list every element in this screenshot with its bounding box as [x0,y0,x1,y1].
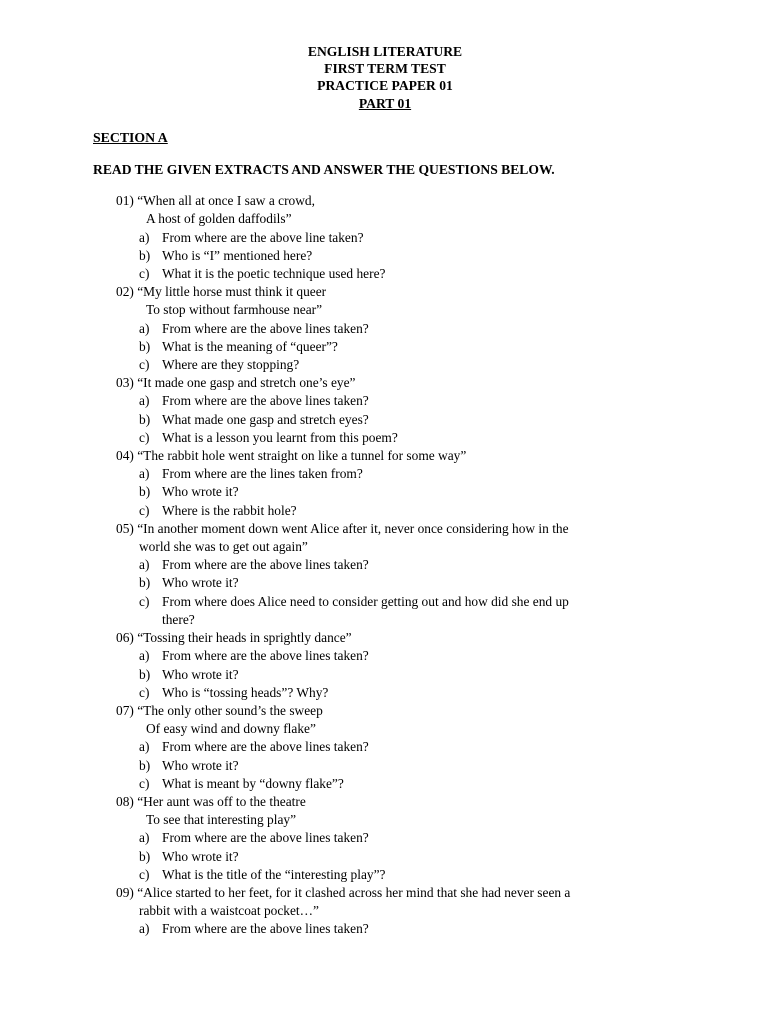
sub-question-label: c) [139,357,150,373]
sub-question-text: What made one gasp and stretch eyes? [162,411,369,427]
question-text: “My little horse must think it queer [137,284,327,300]
sub-question-text: What it is the poetic technique used here? [162,266,386,282]
sub-question [0,684,768,702]
sub-question [0,265,768,283]
sub-question [0,920,768,938]
question-text-continued: world she was to get out again” [139,539,308,555]
sub-question-label: b) [139,575,151,591]
question-text: “It made one gasp and stretch one’s eye” [137,375,356,391]
question-list [0,192,768,938]
sub-question-label: a) [139,229,150,245]
sub-question-label: a) [139,466,150,482]
sub-question-label: a) [139,557,150,573]
question-stem [0,374,650,392]
sub-question-label: b) [139,484,151,500]
sub-question-label: a) [139,830,150,846]
sub-question [0,320,768,338]
sub-question-label: c) [139,593,150,609]
sub-question-text: From where are the above line taken? [162,229,364,245]
sub-question-text: What is a lesson you learnt from this poem? [162,429,398,445]
sub-question-text: From where are the above lines taken? [162,320,369,336]
sub-question-text: Who wrote it? [162,484,239,500]
sub-question [0,829,768,847]
question-text: “Tossing their heads in sprightly dance” [137,630,352,646]
sub-question-label: c) [139,684,150,700]
question-text-continued: A host of golden daffodils” [146,211,292,227]
sub-question-label: b) [139,666,151,682]
question-number: 08) [116,793,134,809]
subject-title: ENGLISH LITERATURE [307,44,463,59]
question-stem [0,447,650,465]
sub-question [0,392,768,410]
question-item [0,793,768,884]
sub-question [0,866,768,884]
sub-question-text-continued: there? [162,611,195,627]
section-title: SECTION A [93,129,168,145]
question-text: “The only other sound’s the sweep [137,702,323,718]
sub-question-text: From where are the above lines taken? [162,557,369,573]
question-text: “In another moment down went Alice after it, never once considering how in the [137,520,569,536]
sub-question-label: c) [139,866,150,882]
question-item [0,629,768,702]
question-number: 06) [116,630,134,646]
sub-question-text: Who is “I” mentioned here? [162,247,313,263]
sub-question-text: Who wrote it? [162,666,239,682]
question-number: 01) [116,193,134,209]
sub-question-label: a) [139,648,150,664]
sub-question-label: c) [139,775,150,791]
instructions: READ THE GIVEN EXTRACTS AND ANSWER THE QUESTIONS BELOW. [93,162,555,178]
sub-question [0,647,768,665]
question-item [0,520,768,629]
sub-question-label: b) [139,848,151,864]
sub-question [0,775,768,793]
part-title: PART 01 [358,95,412,111]
question-text-continued: To see that interesting play” [146,812,297,828]
question-text-continued: rabbit with a waistcoat pocket…” [139,903,319,919]
sub-question [0,483,768,501]
sub-question-label: b) [139,411,151,427]
sub-question-label: a) [139,393,150,409]
sub-question-text: From where are the above lines taken? [162,921,369,937]
sub-question [0,757,768,775]
question-item [0,702,768,793]
sub-question-label: a) [139,739,150,755]
question-text-continued: Of easy wind and downy flake” [146,721,316,737]
question-text-continued: To stop without farmhouse near” [146,302,323,318]
paper-title: PRACTICE PAPER 01 [317,78,453,94]
sub-question [0,411,768,429]
sub-question-text: What is meant by “downy flake”? [162,775,344,791]
sub-question-text: From where are the lines taken from? [162,466,363,482]
sub-question-label: c) [139,266,150,282]
sub-question-label: b) [139,338,151,354]
sub-question-label: a) [139,921,150,937]
question-text: “Her aunt was off to the theatre [137,793,306,809]
sub-question-text: From where does Alice need to consider getting out and how did she end up [162,593,569,609]
sub-question [0,356,768,374]
question-item [0,447,768,520]
question-stem [0,283,650,301]
question-number: 02) [116,284,134,300]
sub-question [0,556,768,574]
sub-question [0,574,768,592]
sub-question-text: Where is the rabbit hole? [162,502,297,518]
question-item [0,283,768,374]
sub-question-text: Who wrote it? [162,575,239,591]
sub-question [0,738,768,756]
question-number: 04) [116,448,134,464]
sub-question [0,666,768,684]
question-text: “The rabbit hole went straight on like a tunnel for some way” [137,448,467,464]
question-item [0,884,768,939]
test-title: FIRST TERM TEST [324,61,446,77]
sub-question-text: Where are they stopping? [162,357,300,373]
question-text: “Alice started to her feet, for it clashed across her mind that she had never seen a [137,884,571,900]
question-number: 07) [116,702,134,718]
question-number: 05) [116,520,134,536]
sub-question [0,429,768,447]
sub-question-text: From where are the above lines taken? [162,739,369,755]
question-item [0,374,768,447]
sub-question-text: What is the meaning of “queer”? [162,338,338,354]
sub-question [0,465,768,483]
sub-question [0,229,768,247]
question-stem [0,192,650,210]
sub-question-text: What is the title of the “interesting play”? [162,866,386,882]
sub-question [0,247,768,265]
question-number: 03) [116,375,134,391]
sub-question-label: a) [139,320,150,336]
paper-header [0,43,768,112]
sub-question-label: b) [139,757,151,773]
sub-question-text: From where are the above lines taken? [162,393,369,409]
question-stem [0,520,650,538]
sub-question-text: Who is “tossing heads”? Why? [162,684,329,700]
question-item [0,192,768,283]
sub-question-label: c) [139,502,150,518]
sub-question-label: c) [139,429,150,445]
sub-question-text: Who wrote it? [162,757,239,773]
sub-question-label: b) [139,247,151,263]
sub-question [0,593,768,611]
sub-question [0,338,768,356]
question-stem [0,793,650,811]
sub-question-text: From where are the above lines taken? [162,648,369,664]
sub-question [0,502,768,520]
question-text: “When all at once I saw a crowd, [137,193,315,209]
question-number: 09) [116,884,134,900]
question-stem [0,702,650,720]
sub-question [0,848,768,866]
question-stem [0,884,650,902]
question-stem [0,629,650,647]
sub-question-text: From where are the above lines taken? [162,830,369,846]
sub-question-text: Who wrote it? [162,848,239,864]
